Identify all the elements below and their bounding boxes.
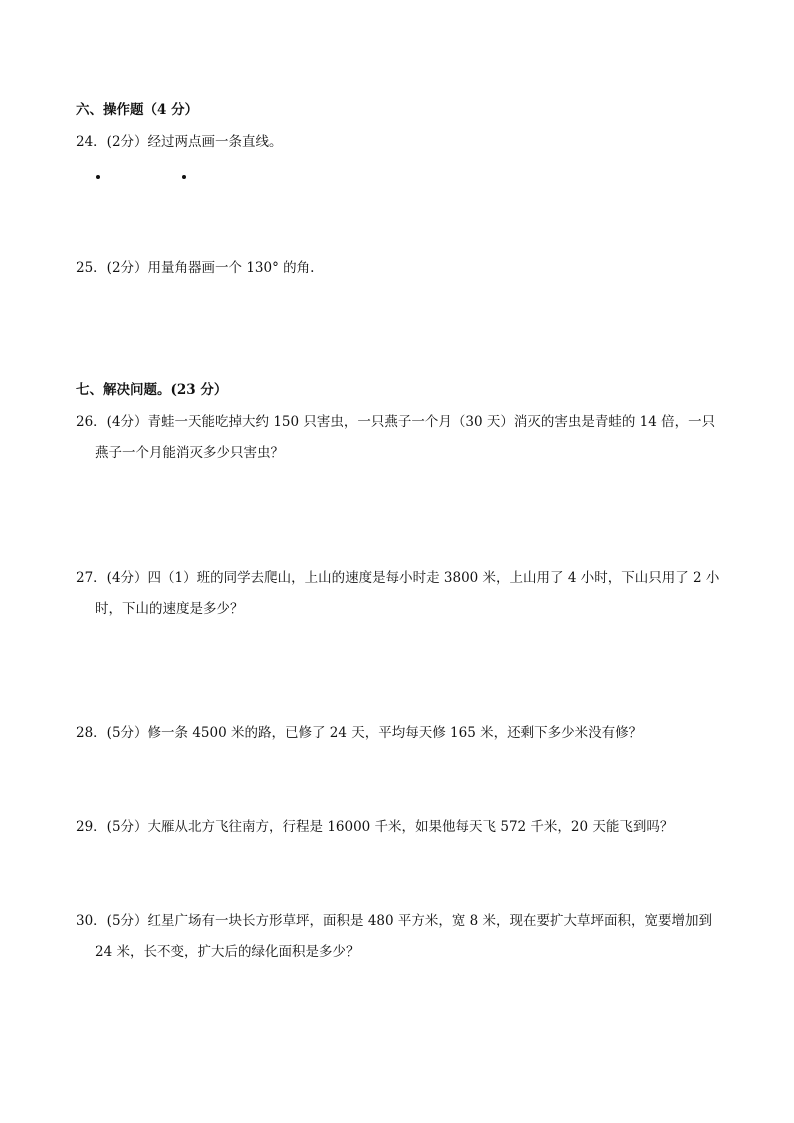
section-7-heading: 七、解决问题。(23 分） [76,382,228,398]
question-26-line-2: 燕子一个月能消灭多少只害虫？ [95,445,284,461]
question-26-line-1: 26．(4分）青蛙一天能吃掉大约 150 只害虫，一只燕子一个月（30 天）消灭的害虫是青蛙的 14 倍，一只 [76,414,716,430]
section-6-heading: 六、操作题（4 分） [76,102,199,118]
question-30-line-1: 30．(5分）红星广场有一块长方形草坪，面积是 480 平方米，宽 8 米，现在要扩大草坪面积，宽要增加到 [76,913,713,929]
point-a [96,175,100,179]
question-24: 24．(2分）经过两点画一条直线。 [76,134,283,150]
point-b [182,175,186,179]
question-30-line-2: 24 米，长不变，扩大后的绿化面积是多少？ [95,944,360,960]
question-28: 28．(5分）修一条 4500 米的路，已修了 24 天，平均每天修 165 米，还剩下多少米没有修？ [76,725,643,741]
question-25: 25．(2分）用量角器画一个 130° 的角. [76,260,315,276]
question-29: 29．(5分）大雁从北方飞往南方，行程是 16000 千米，如果他每天飞 572 千米，20 天能飞到吗？ [76,819,674,835]
question-27-line-1: 27．(4分）四（1）班的同学去爬山，上山的速度是每小时走 3800 米，上山用了 4 小时，下山只用了 2 小 [76,570,720,586]
question-27-line-2: 时，下山的速度是多少？ [95,601,244,617]
